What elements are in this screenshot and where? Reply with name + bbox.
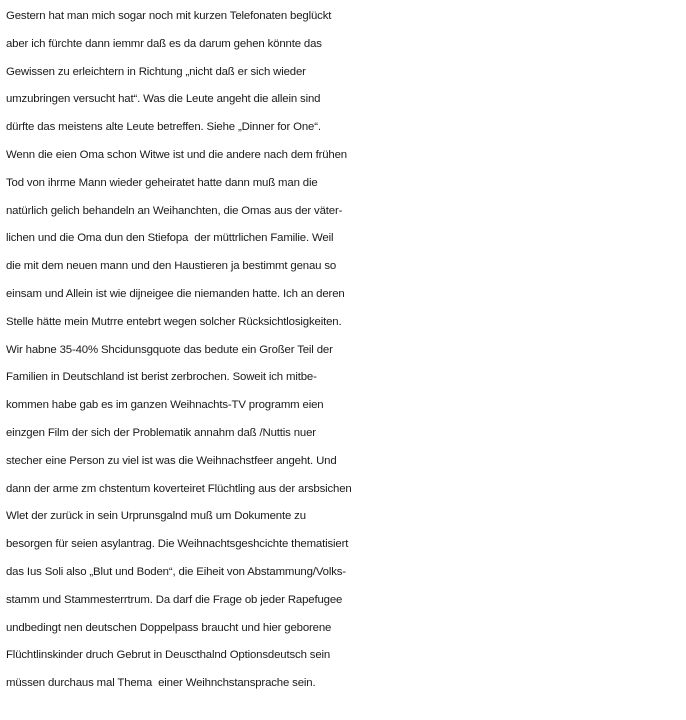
text-line: undbedingt nen deutschen Doppelpass braucht und hier geborene bbox=[6, 621, 332, 634]
body-text bbox=[6, 3, 686, 698]
text-line: einzgen Film der sich der Problematik annahm daß /Nuttis nuer bbox=[6, 426, 316, 439]
text-line: Gewissen zu erleichtern in Richtung „nicht daß er sich wieder bbox=[6, 65, 306, 78]
text-line: stecher eine Person zu viel ist was die Weihnachstfeer angeht. Und bbox=[6, 454, 337, 467]
text-line: Wenn die eien Oma schon Witwe ist und die andere nach dem frühen bbox=[6, 148, 347, 161]
text-line: müssen durchaus mal Thema einer Weihnchstansprache sein. bbox=[6, 677, 316, 690]
text-line: Familien in Deutschland ist berist zerbrochen. Soweit ich mitbe- bbox=[6, 371, 317, 384]
text-line: umzubringen versucht hat“. Was die Leute angeht die allein sind bbox=[6, 93, 321, 106]
text-line: Flüchtlinskinder druch Gebrut in Deuscthalnd Optionsdeutsch sein bbox=[6, 649, 331, 662]
text-line: die mit dem neuen mann und den Haustieren ja bestimmt genau so bbox=[6, 260, 337, 273]
text-line: kommen habe gab es im ganzen Weihnachts-TV programm eien bbox=[6, 399, 324, 412]
text-line: lichen und die Oma dun den Stiefopa der müttrlichen Familie. Weil bbox=[6, 232, 334, 245]
text-line: einsam und Allein ist wie dijneigee die niemanden hatte. Ich an deren bbox=[6, 287, 345, 300]
text-line: stamm und Stammesterrtrum. Da darf die Frage ob jeder Rapefugee bbox=[6, 593, 343, 606]
text-line: Wir habne 35-40% Shcidunsgquote das bedute ein Großer Teil der bbox=[6, 343, 333, 356]
text-line: Gestern hat man mich sogar noch mit kurzen Telefonaten beglückt bbox=[6, 10, 332, 22]
text-line: das Ius Soli also „Blut und Boden“, die Eiheit von Abstammung/Volks- bbox=[6, 565, 346, 578]
text-line: dann der arme zm chstentum koverteiret Flüchtling aus der arsbsichen bbox=[6, 482, 352, 495]
text-line: natürlich gelich behandeln an Weihanchten, die Omas aus der väter- bbox=[6, 204, 343, 217]
text-line: aber ich fürchte dann iemmr daß es da darum gehen könnte das bbox=[6, 37, 322, 50]
text-line: Stelle hätte mein Mutrre entebrt wegen solcher Rücksichtlosigkeiten. bbox=[6, 315, 342, 328]
text-line: Tod von ihrme Mann wieder geheiratet hatte dann muß man die bbox=[6, 176, 318, 189]
text-line: besorgen für seien asylantrag. Die Weihnachtsgeshcichte thematisiert bbox=[6, 538, 349, 551]
text-line: dürfte das meistens alte Leute betreffen. Siehe „Dinner for One“. bbox=[6, 121, 321, 134]
text-line: Wlet der zurück in sein Urprunsgalnd muß um Dokumente zu bbox=[6, 510, 306, 523]
